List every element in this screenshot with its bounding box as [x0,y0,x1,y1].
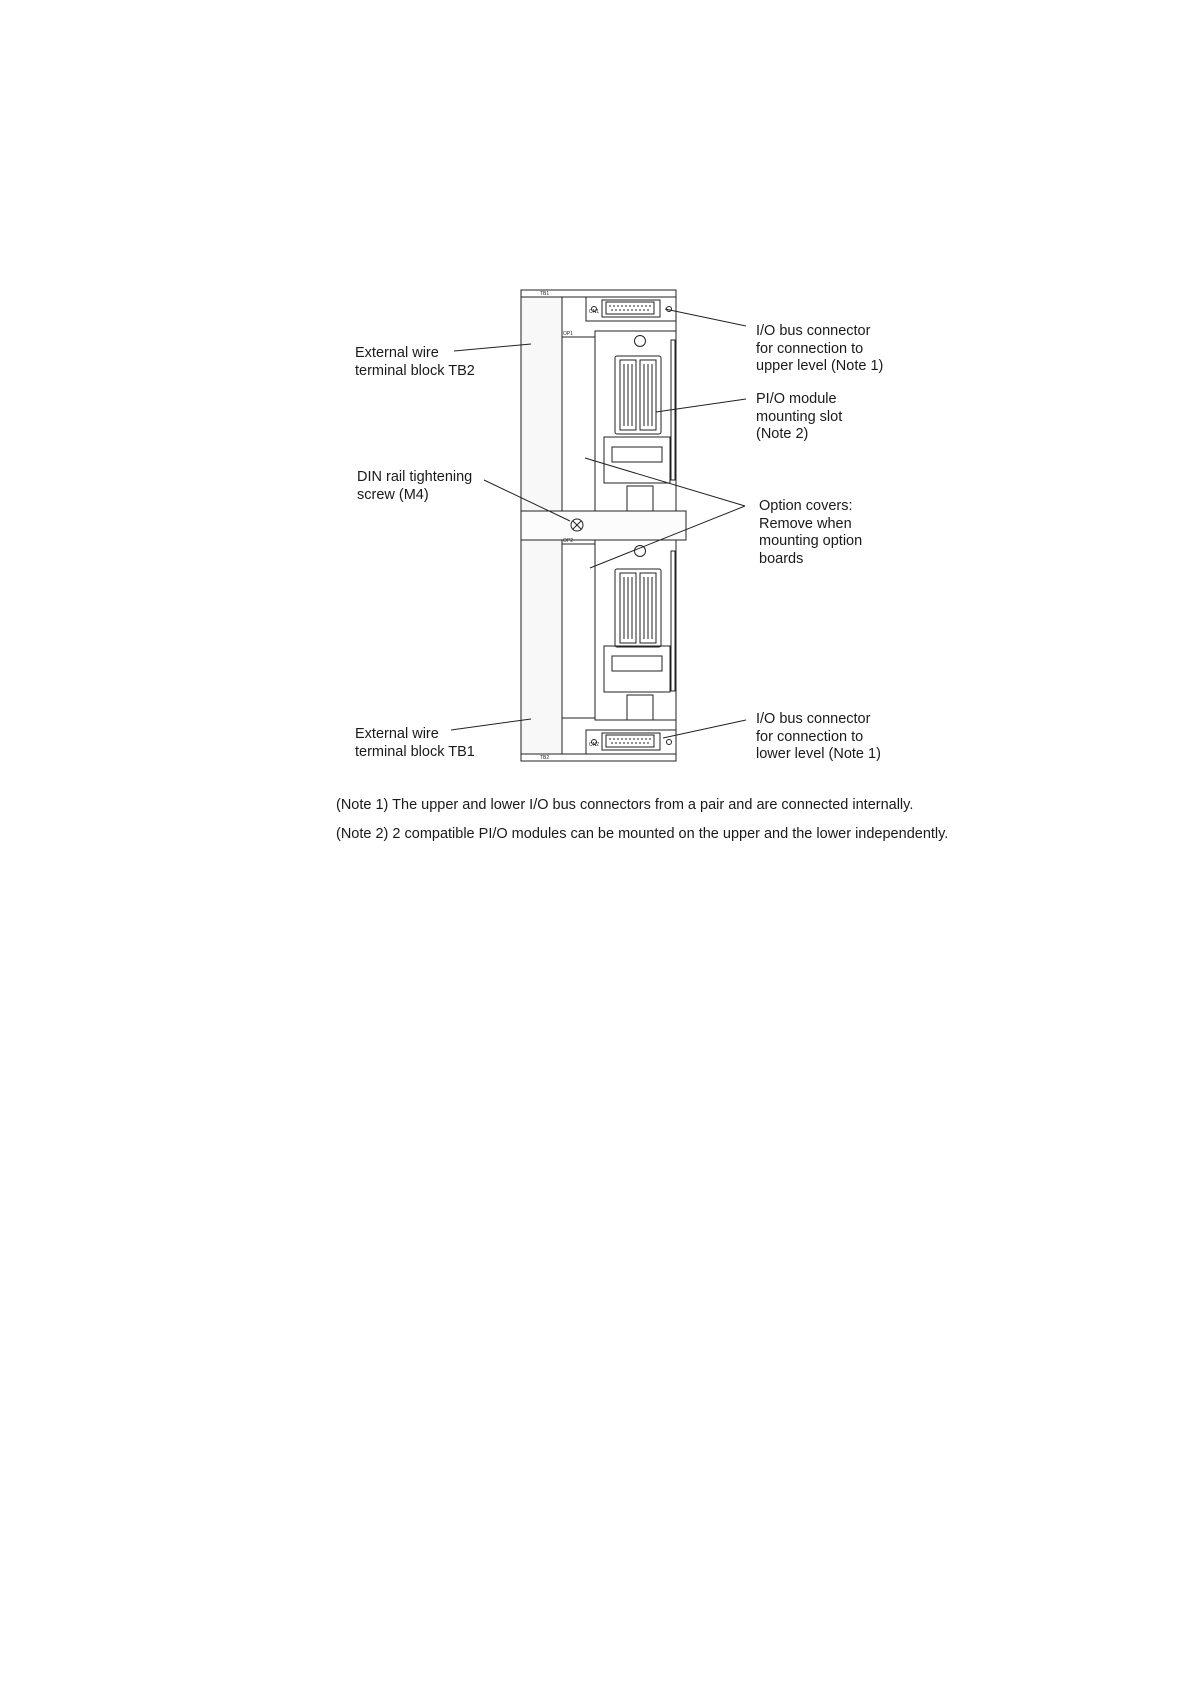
mark-cn1: CN1 [589,309,600,315]
mark-tb2: TB2 [540,755,550,761]
label-tb2: External wire terminal block TB2 [355,345,475,379]
mark-tb1: TB1 [540,291,550,297]
leader-io-upper [665,309,746,326]
option-cover-upper [562,337,595,511]
label-din-rail: DIN rail tightening screw (M4) [357,469,473,503]
note-1: (Note 1) The upper and lower I/O bus connectors from a pair and are connected internally. [336,797,914,813]
leader-pio-slot [656,399,746,412]
note-2: (Note 2) 2 compatible PI/O modules can be mounted on the upper and the lower independently. [336,826,949,842]
label-io-lower: I/O bus connector for connection to lower level (Note 1) [756,711,881,762]
leader-option-upper [585,458,745,506]
leader-io-lower [663,720,746,738]
mark-op1: OP1 [563,331,574,337]
label-tb1: External wire terminal block TB1 [355,726,475,760]
label-option-covers: Option covers: Remove when mounting option boards [759,498,863,567]
label-io-upper: I/O bus connector for connection to upper level (Note 1) [756,323,884,374]
label-pio-slot: PI/O module mounting slot (Note 2) [756,391,843,442]
mark-op2: OP2 [563,538,574,544]
mark-cn2: CN2 [589,742,600,748]
option-cover-lower [562,544,595,718]
center-band [521,511,686,540]
